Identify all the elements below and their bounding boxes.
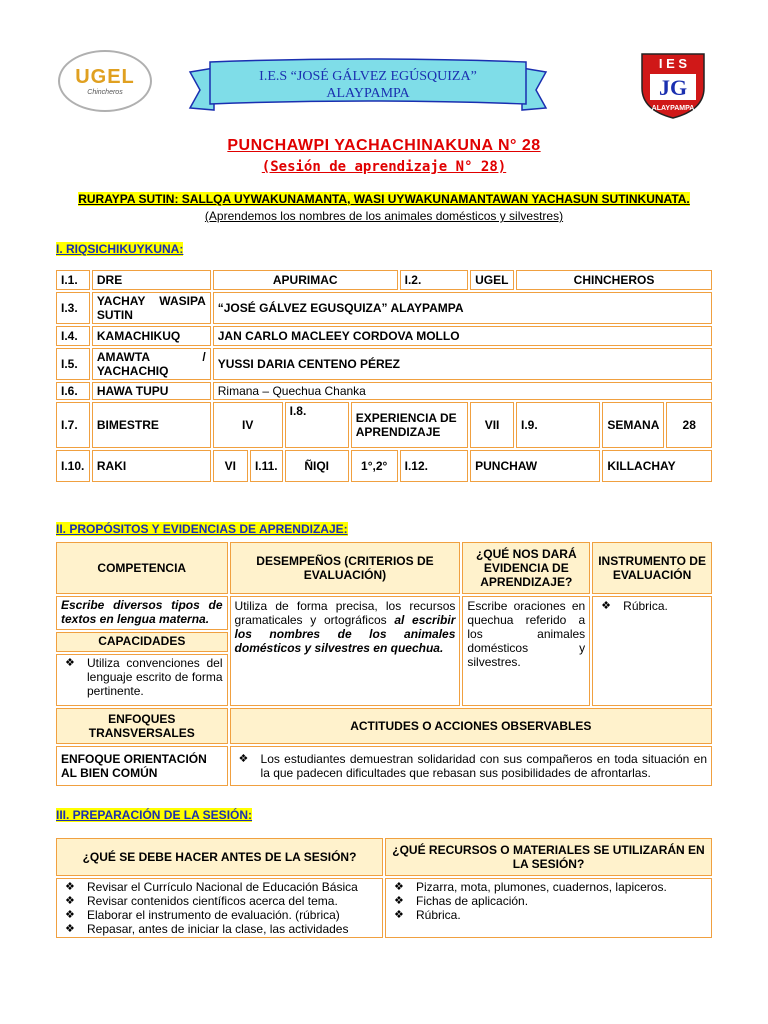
section-3-heading: III. PREPARACIÓN DE LA SESIÓN: — [56, 808, 253, 822]
table-row — [56, 348, 712, 380]
col-header-instrumento: INSTRUMENTO DE EVALUACIÓN — [592, 542, 712, 594]
preparation-table — [54, 836, 714, 940]
cell: “JOSÉ GÁLVEZ EGUSQUIZA” ALAYPAMPA — [213, 292, 712, 324]
cell: Rimana – Quechua Chanka — [213, 382, 712, 400]
school-banner — [186, 58, 550, 114]
recursos-list — [385, 878, 712, 938]
instrumento-cell: ❖ Rúbrica. — [592, 596, 712, 706]
capacidades-header: CAPACIDADES — [56, 632, 228, 652]
desempeno-emphasis: al escribir los nombres de los animales domésticos y silvestres en quechua. — [234, 613, 456, 655]
list-item: ❖ Repasar, antes de iniciar la clase, las actividades — [61, 922, 378, 936]
list-item: ❖ Revisar el Currículo Nacional de Educación Básica — [61, 880, 378, 894]
cell: JAN CARLO MACLEEY CORDOVA MOLLO — [213, 326, 712, 346]
cell: PUNCHAW — [470, 450, 600, 482]
antes-list — [56, 878, 383, 938]
capacidad-item: ❖ Utiliza convenciones del lenguaje escrito de forma pertinente. — [56, 654, 228, 706]
cell: I.3. — [56, 292, 90, 324]
cell: BIMESTRE — [92, 402, 211, 448]
page-subtitle: (Sesión de aprendizaje N° 28) — [261, 159, 507, 175]
actitudes-header: ACTITUDES O ACCIONES OBSERVABLES — [230, 708, 712, 744]
table-row — [56, 542, 712, 594]
cell: I.11. — [250, 450, 283, 482]
table-row — [56, 326, 712, 346]
cell: I.7. — [56, 402, 90, 448]
cell: VII — [470, 402, 514, 448]
enfoques-header: ENFOQUES TRANSVERSALES — [56, 708, 228, 744]
list-item: ❖ Elaborar el instrumento de evaluación. (rúbrica) — [61, 908, 378, 922]
ies-shield-logo — [638, 50, 708, 120]
list-item: ❖ Fichas de aplicación. — [390, 894, 707, 908]
cell: I.8. — [285, 402, 349, 448]
cell: KAMACHIKUQ — [92, 326, 211, 346]
cell: I.6. — [56, 382, 90, 400]
cell: APURIMAC — [213, 270, 398, 290]
list-item: ❖ Pizarra, mota, plumones, cuadernos, lapiceros. — [390, 880, 707, 894]
ugel-logo — [58, 50, 152, 112]
table-row — [56, 708, 712, 744]
table-row — [56, 838, 712, 876]
cell: I.12. — [400, 450, 468, 482]
table-row — [56, 270, 712, 290]
table-row — [56, 596, 712, 706]
col-header-recursos: ¿QUÉ RECURSOS O MATERIALES SE UTILIZARÁN EN LA SESIÓN? — [385, 838, 712, 876]
col-header-desempenos: DESEMPEÑOS (CRITERIOS DE EVALUACIÓN) — [230, 542, 461, 594]
page-title: PUNCHAWPI YACHACHINAKUNA N° 28 — [227, 137, 541, 154]
competencia-cell — [56, 596, 228, 706]
enfoque-cell: ENFOQUE ORIENTACIÓN AL BIEN COMÚN — [56, 746, 228, 786]
col-header-competencia: COMPETENCIA — [56, 542, 228, 594]
cell: I.1. — [56, 270, 90, 290]
table-row — [56, 450, 712, 482]
col-header-evidencia: ¿QUÉ NOS DARÁ EVIDENCIA DE APRENDIZAJE? — [462, 542, 590, 594]
banner-line-2: ALAYPAMPA — [326, 86, 410, 101]
evidencia-cell: Escribe oraciones en quechua referido a los animales domésticos y silvestres. — [462, 596, 590, 706]
ugel-logo-sub: Chincheros — [87, 89, 123, 96]
cell: VI — [213, 450, 248, 482]
cell: 1°,2° — [351, 450, 398, 482]
list-item: ❖ Rúbrica. — [390, 908, 707, 922]
cell: YACHAY WASIPA SUTIN — [92, 292, 211, 324]
cell: ÑIQI — [285, 450, 349, 482]
table-row — [56, 402, 712, 448]
cell: DRE — [92, 270, 211, 290]
cell: I.4. — [56, 326, 90, 346]
competencia-text: Escribe diversos tipos de textos en lengua materna. — [56, 596, 228, 630]
cell: UGEL — [470, 270, 514, 290]
cell: AMAWTA / YACHACHIQ — [92, 348, 211, 380]
cell: 28 — [666, 402, 712, 448]
cell: I.5. — [56, 348, 90, 380]
cell: I.9. — [516, 402, 600, 448]
shield-mid-text: JG — [658, 75, 688, 100]
cell: I.2. — [400, 270, 468, 290]
cell: I.10. — [56, 450, 90, 482]
table-row — [56, 746, 712, 786]
cell: HAWA TUPU — [92, 382, 211, 400]
ugel-logo-text: UGEL — [75, 66, 135, 88]
desempeno-cell — [230, 596, 461, 706]
section-2-heading: II. PROPÓSITOS Y EVIDENCIAS DE APRENDIZAJE: — [56, 522, 348, 536]
banner-line-1: I.E.S “JOSÉ GÁLVEZ EGÚSQUIZA” — [259, 69, 477, 84]
session-theme-quechua: RURAYPA SUTIN: SALLQA UYWAKUNAMANTA, WASI UYWAKUNAMANTAWAN YACHASUN SUTINKUNATA. — [78, 192, 690, 206]
section-1-heading: I. RIQSICHIKUYKUNA: — [56, 242, 184, 256]
shield-bottom-text: ALAYPAMPA — [651, 105, 695, 112]
table-row — [56, 878, 712, 938]
cell: KILLACHAY — [602, 450, 712, 482]
cell: EXPERIENCIA DE APRENDIZAJE — [351, 402, 468, 448]
col-header-antes: ¿QUÉ SE DEBE HACER ANTES DE LA SESIÓN? — [56, 838, 383, 876]
list-item: ❖ Revisar contenidos científicos acerca del tema. — [61, 894, 378, 908]
table-row — [56, 382, 712, 400]
purposes-table — [54, 540, 714, 788]
session-theme-spanish: (Aprendemos los nombres de los animales domésticos y silvestres) — [204, 209, 564, 223]
cell: RAKI — [92, 450, 211, 482]
table-row — [56, 292, 712, 324]
cell: YUSSI DARIA CENTENO PÉREZ — [213, 348, 712, 380]
general-data-table — [54, 268, 714, 484]
desempeno-text: Utiliza de forma precisa, los recursos gramaticales y ortográficos — [234, 599, 456, 627]
cell: IV — [213, 402, 283, 448]
cell: CHINCHEROS — [516, 270, 712, 290]
shield-top-text: I E S — [658, 56, 688, 71]
actitud-cell: ❖ Los estudiantes demuestran solidaridad con sus compañeros en toda situación en la que padecen dificultades que rebasan sus posibilidades de afrontarlas. — [230, 746, 712, 786]
cell: SEMANA — [602, 402, 664, 448]
